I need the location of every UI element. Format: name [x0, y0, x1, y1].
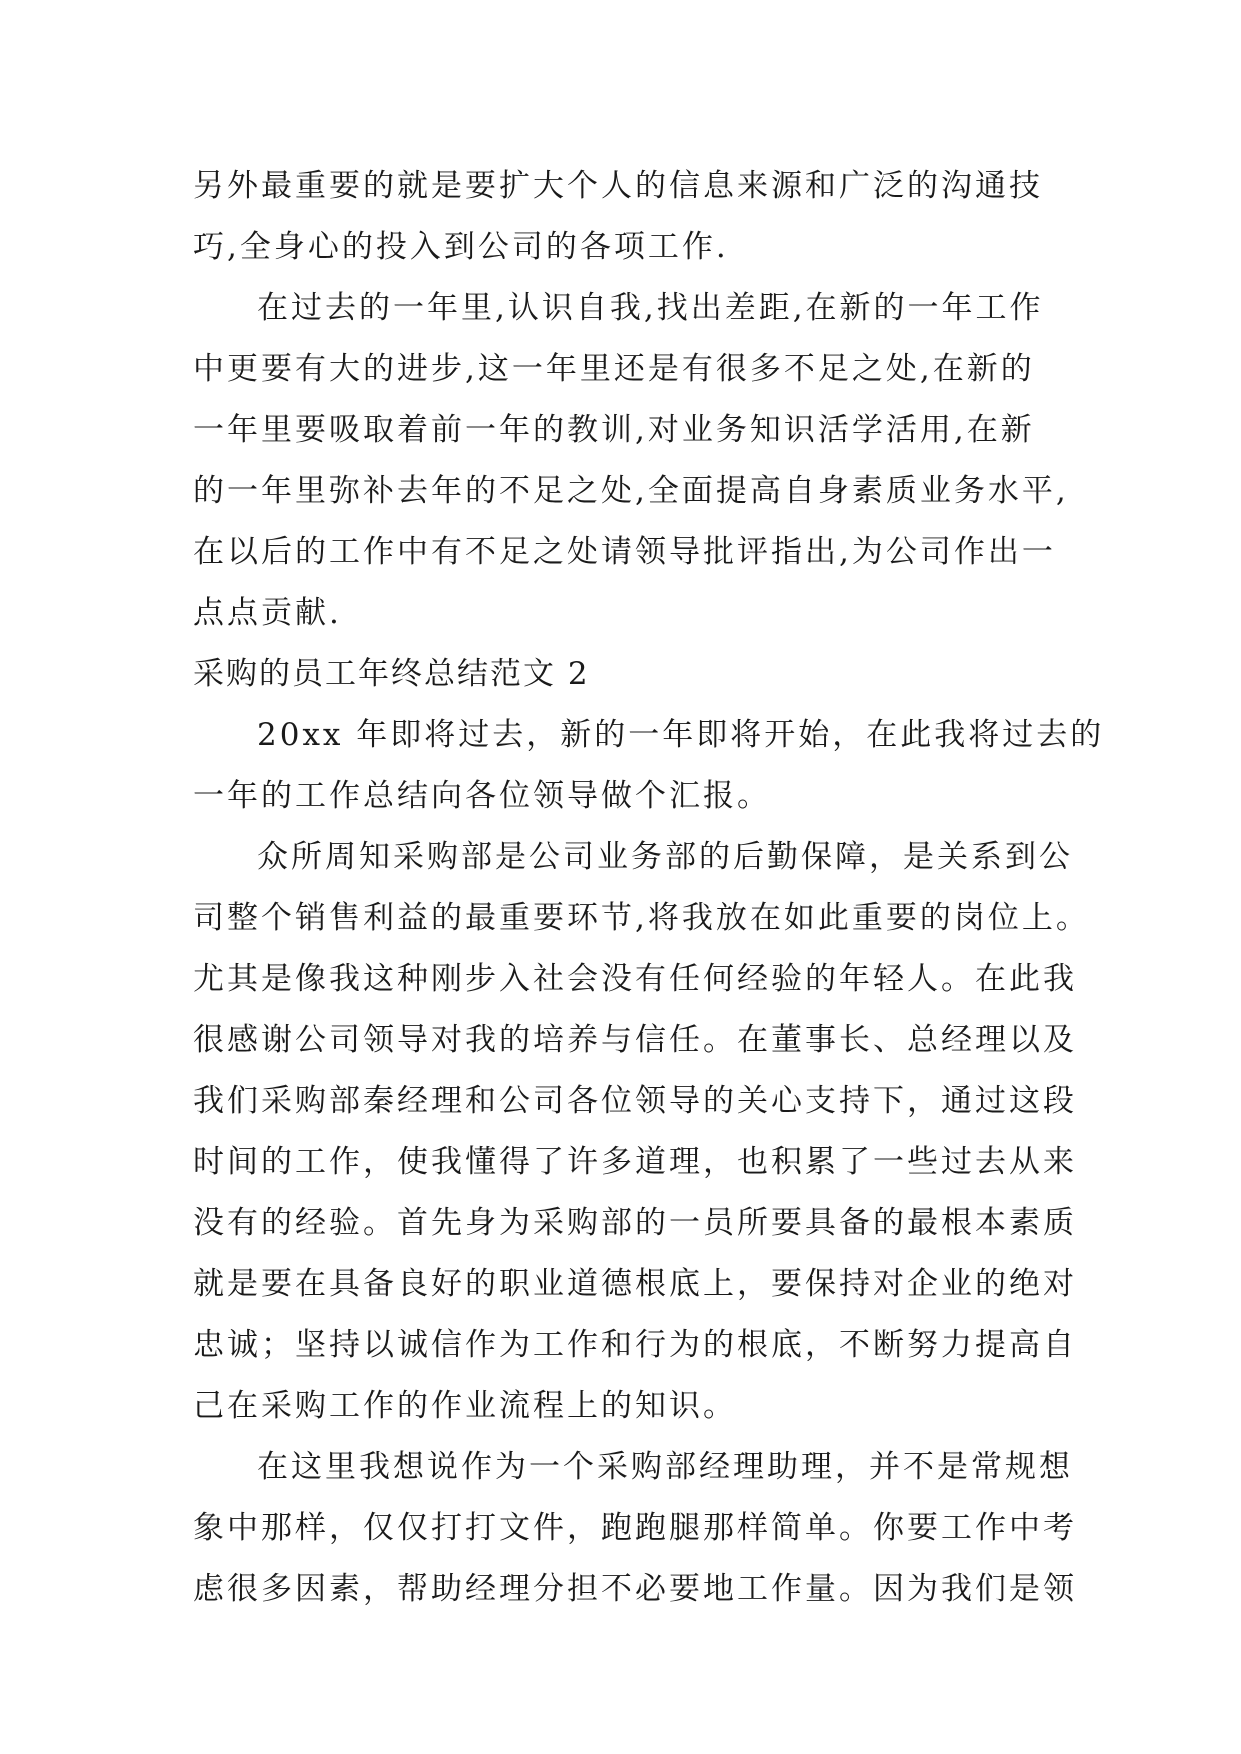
text-line: 一年里要吸取着前一年的教训,对业务知识活学活用,在新 — [193, 412, 1035, 448]
text-line: 另外最重要的就是要扩大个人的信息来源和广泛的沟通技 — [193, 168, 1043, 204]
text-line: 就是要在具备良好的职业道德根底上，要保持对企业的绝对 — [193, 1266, 1077, 1302]
text-line: 我们采购部秦经理和公司各位领导的关心支持下，通过这段 — [193, 1083, 1077, 1119]
paragraph — [193, 827, 1090, 1437]
text-line: 的一年里弥补去年的不足之处,全面提高自身素质业务水平, — [193, 473, 1069, 509]
document-body — [193, 156, 1105, 1620]
text-line: 司整个销售利益的最重要环节,将我放在如此重要的岗位上。 — [193, 900, 1090, 936]
text-line: 众所周知采购部是公司业务部的后勤保障，是关系到公 — [257, 839, 1073, 875]
text-line: 虑很多因素，帮助经理分担不必要地工作量。因为我们是领 — [193, 1571, 1077, 1607]
paragraph — [193, 705, 1105, 827]
text-line: 己在采购工作的作业流程上的知识。 — [193, 1388, 737, 1424]
text-line: 20xx 年即将过去，新的一年即将开始，在此我将过去的 — [257, 717, 1105, 753]
text-line: 很感谢公司领导对我的培养与信任。在董事长、总经理以及 — [193, 1022, 1077, 1058]
paragraph — [193, 1437, 1077, 1620]
text-line: 一年的工作总结向各位领导做个汇报。 — [193, 778, 771, 814]
section-heading — [193, 644, 1063, 705]
text-line: 在以后的工作中有不足之处请领导批评指出,为公司作出一 — [193, 534, 1056, 570]
text-line: 忠诚；坚持以诚信作为工作和行为的根底，不断努力提高自 — [193, 1327, 1077, 1363]
text-line: 巧,全身心的投入到公司的各项工作. — [193, 229, 729, 265]
text-line: 没有的经验。首先身为采购部的一员所要具备的最根本素质 — [193, 1205, 1077, 1241]
heading-text: 采购的员工年终总结范文 2 — [193, 656, 590, 692]
text-line: 点点贡献. — [193, 595, 342, 631]
text-line: 象中那样，仅仅打打文件，跑跑腿那样简单。你要工作中考 — [193, 1510, 1077, 1546]
paragraph — [193, 278, 1069, 644]
text-line: 时间的工作，使我懂得了许多道理，也积累了一些过去从来 — [193, 1144, 1077, 1180]
text-line: 尤其是像我这种刚步入社会没有任何经验的年轻人。在此我 — [193, 961, 1077, 997]
text-line: 中更要有大的进步,这一年里还是有很多不足之处,在新的 — [193, 351, 1035, 387]
text-line: 在过去的一年里,认识自我,找出差距,在新的一年工作 — [257, 290, 1044, 326]
paragraph — [193, 156, 1063, 278]
text-line: 在这里我想说作为一个采购部经理助理，并不是常规想 — [257, 1449, 1073, 1485]
